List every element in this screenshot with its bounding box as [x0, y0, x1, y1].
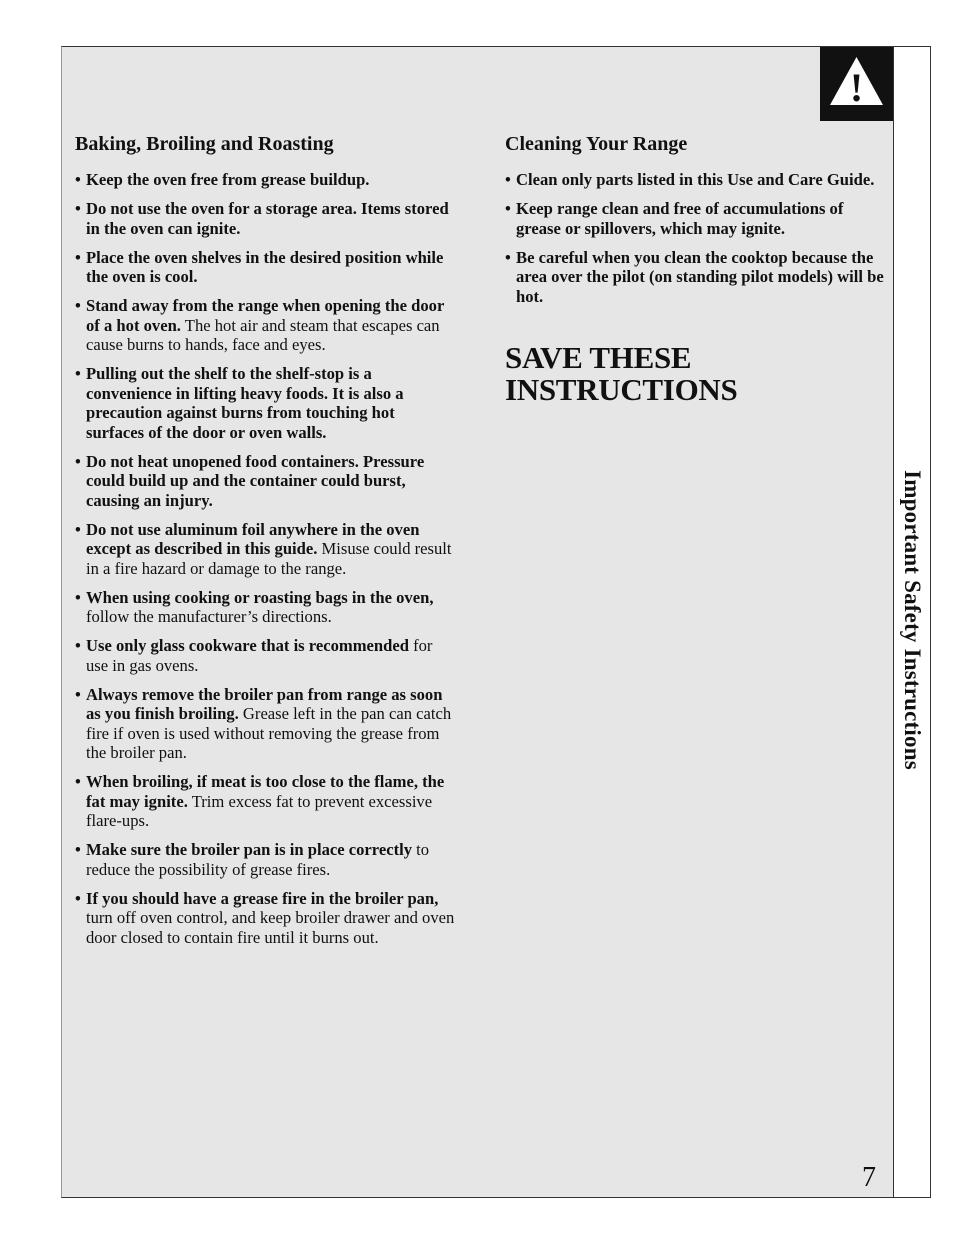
warning-badge — [820, 47, 893, 121]
baking-safety-list — [75, 170, 455, 947]
list-item — [75, 840, 455, 879]
list-item — [75, 170, 455, 190]
list-item — [505, 170, 885, 190]
warning-triangle-icon — [820, 47, 893, 121]
list-item — [75, 685, 455, 763]
list-item — [75, 588, 455, 627]
list-item-bold: Always remove the broiler pan from range as soon as you finish broiling. — [86, 684, 443, 723]
list-item — [75, 452, 455, 511]
list-item-text: Grease left in the pan can catch fire if oven is used without removing the grease from the broiler pan. — [86, 704, 452, 762]
right-column — [505, 133, 885, 406]
list-item-bold: Do not use aluminum foil anywhere in the oven except as described in this guide. — [86, 519, 420, 558]
save-instructions-heading — [505, 342, 885, 406]
list-item-text: Misuse could result in a fire hazard or damage to the range. — [86, 539, 452, 578]
list-item-bold: Keep the oven free from grease buildup. — [86, 170, 370, 189]
list-item-bold: Stand away from the range when opening the door of a hot oven. — [86, 296, 445, 335]
list-item-bold: Make sure the broiler pan is in place correctly — [86, 840, 413, 859]
list-item-bold: Place the oven shelves in the desired position while the oven is cool. — [86, 247, 444, 286]
list-item — [75, 636, 455, 675]
list-item — [505, 199, 885, 238]
list-item-bold: When using cooking or roasting bags in the oven, — [86, 587, 434, 607]
list-item-text: The hot air and steam that escapes can cause burns to hands, face and eyes. — [86, 315, 440, 354]
cleaning-safety-list — [505, 170, 885, 306]
page-number: 7 — [862, 1162, 876, 1193]
section-heading-cleaning: Cleaning Your Range — [505, 133, 688, 155]
left-column — [75, 133, 455, 957]
list-item — [505, 248, 885, 307]
list-item — [75, 889, 455, 948]
list-item-bold: Do not heat unopened food containers. Pressure could build up and the container could burst, causing an injury. — [86, 451, 425, 510]
list-item — [75, 520, 455, 579]
list-item-text: turn off oven control, and keep broiler drawer and oven door closed to contain fire until it burns out. — [86, 908, 455, 947]
list-item-bold: Be careful when you clean the cooktop because the area over the pilot (on standing pilot models) will be hot. — [516, 247, 884, 306]
list-item — [75, 296, 455, 355]
list-item-bold: Do not use the oven for a storage area. Items stored in the oven can ignite. — [86, 199, 449, 238]
list-item-bold: If you should have a grease fire in the broiler pan, — [86, 888, 439, 908]
list-item — [75, 199, 455, 238]
list-item-bold: Pulling out the shelf to the shelf-stop is a convenience in lifting heavy foods. It is also a precaution against burns from touching hot surfaces of the door or oven walls. — [86, 364, 404, 442]
list-item-bold: Keep range clean and free of accumulations of grease or spillovers, which may ignite. — [516, 199, 844, 238]
sidebar-title: Important Safety Instructions — [900, 470, 925, 770]
list-item-bold: Use only glass cookware that is recommended — [86, 636, 409, 655]
list-item-text: for use in gas ovens. — [86, 636, 433, 675]
save-line-1: SAVE THESE — [505, 340, 692, 375]
list-item-text: follow the manufacturer’s directions. — [86, 607, 332, 626]
list-item — [75, 364, 455, 442]
list-item — [75, 248, 455, 287]
list-item — [75, 772, 455, 831]
list-item-bold: Clean only parts listed in this Use and Care Guide. — [516, 170, 875, 189]
save-line-2: INSTRUCTIONS — [505, 372, 738, 407]
list-item-text: Trim excess fat to prevent excessive flare-ups. — [86, 791, 433, 830]
list-item-text: to reduce the possibility of grease fires. — [86, 840, 430, 879]
list-item-bold: When broiling, if meat is too close to the flame, the fat may ignite. — [86, 772, 445, 811]
section-heading-baking: Baking, Broiling and Roasting — [75, 133, 334, 155]
warning-glyph: ! — [849, 65, 864, 110]
